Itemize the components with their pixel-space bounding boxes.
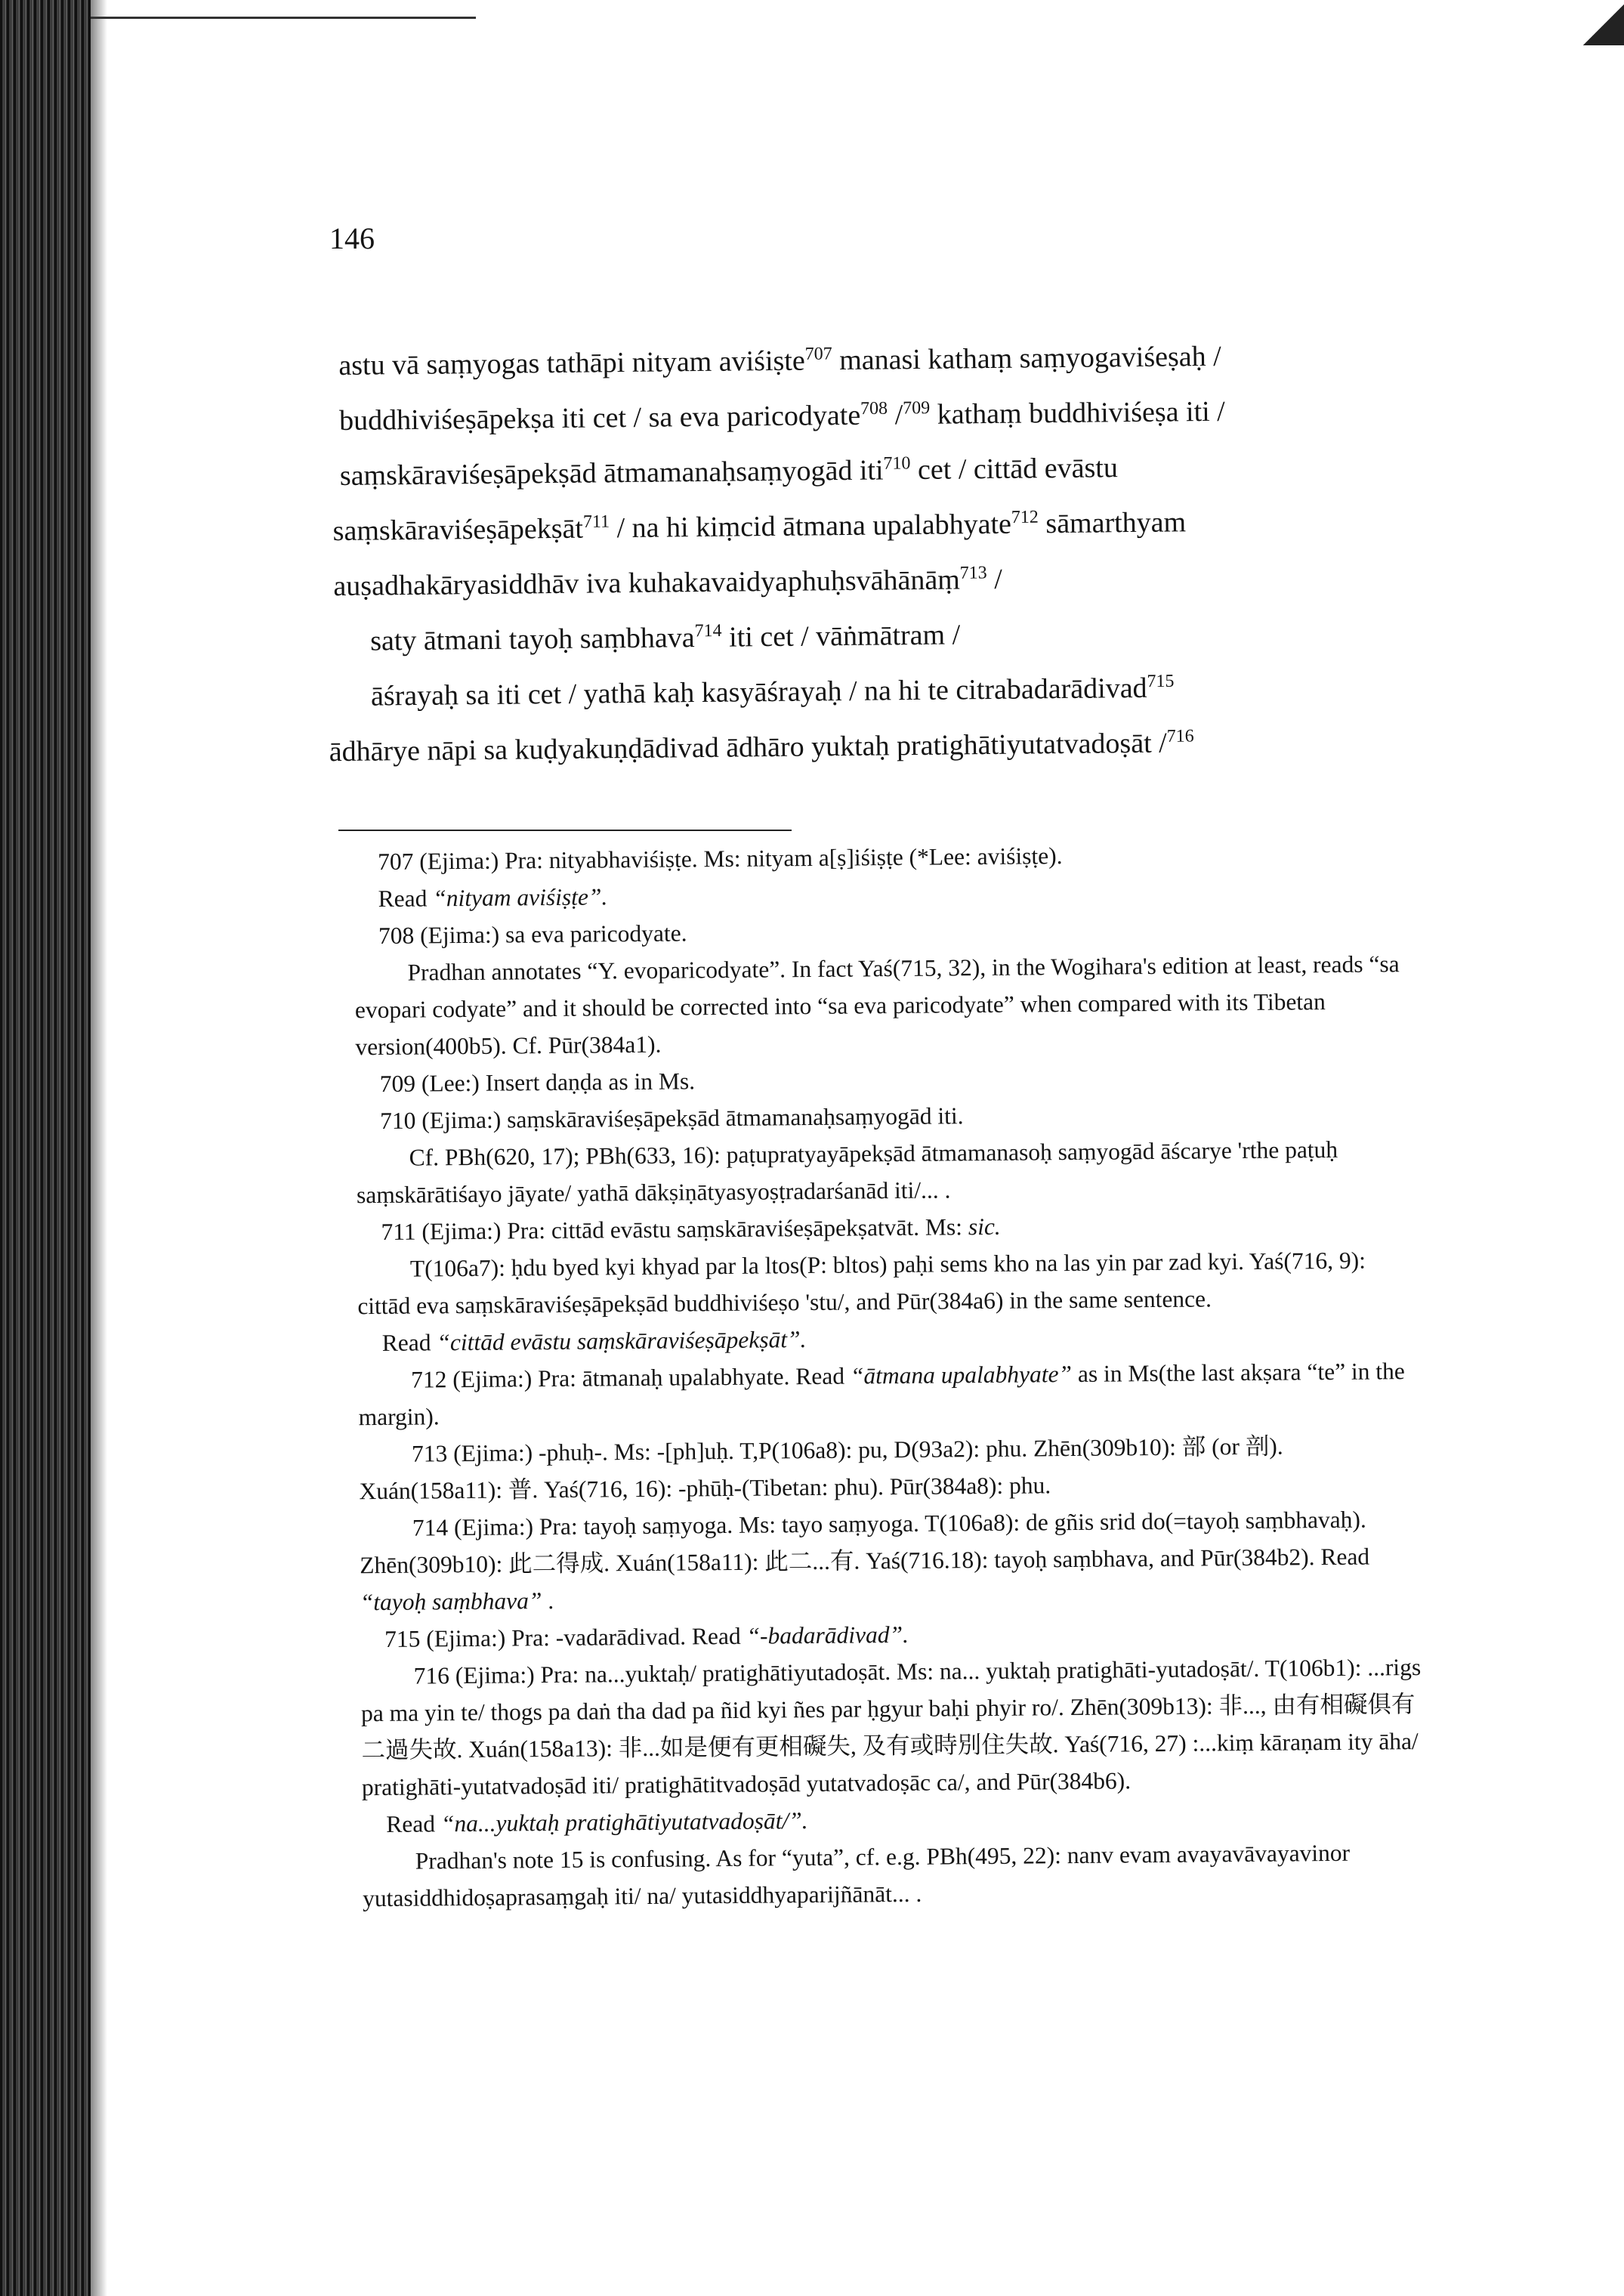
footnote: 712 (Ejima:) Pra: ātmanaḥ upalabhyate. Read “ātmana upalabhyate” as in Ms(the last akṣara “te” in the margin). [358, 1358, 1405, 1431]
gutter-fade [91, 0, 107, 2296]
top-edge-rule [91, 17, 476, 19]
footnote: 711 (Ejima:) Pra: cittād evāstu saṃskāraviśeṣāpekṣatvāt. Ms: sic. [381, 1213, 1001, 1245]
main-text-block [329, 327, 1438, 780]
footnote: 713 (Ejima:) -phuḥ-. Ms: -[ph]uḥ. T,P(106a8): pu, D(93a2): phu. Zhēn(309b10): 部 (or 剖). Xuán(158a11): 普. Yaś(716, 16): -phūḥ-(Tibetan: phu). Pūr(384a8): phu. [359, 1432, 1283, 1505]
footnote: 715 (Ejima:) Pra: -vadarādivad. Read “-badarādivad”. [384, 1621, 909, 1652]
book-spine-shadow [0, 0, 91, 2296]
page-number: 146 [329, 221, 375, 255]
footnote: 714 (Ejima:) Pra: tayoḥ saṃyoga. Ms: tayo saṃyoga. T(106a8): de gñis srid do(=tayoḥ saṃbhavaḥ). Zhēn(309b10): 此二得成. Xuán(158a11): 此二...有. Yaś(716.18): tayoḥ saṃbhava, and Pūr(384b2). Read “tayoḥ saṃbhava” . [360, 1506, 1370, 1616]
footnote: Read “nityam aviśiṣṭe”. [378, 883, 608, 912]
footnote: 716 (Ejima:) Pra: na...yuktaḥ/ pratighātiyutadoṣāt. Ms: na... yuktaḥ pratighāti-yutadoṣāt/. T(106b1): ...rigs pa ma yin te/ thogs pa daṅ tha dad pa ñid kyi ñes par ḥgyur baḥi phyir ro/. Zhēn(309b13): 非..., 由有相礙俱有二過失故. Xuán(158a13): 非...如是便有更相礙失, 及有或時別住失故. Yaś(716, 27) :...kiṃ kāraṇam ity āha/ pratighāti-yutatvadoṣād iti/ pratighātitvadoṣād yutatvadoṣāc ca/, and Pūr(384b6). [360, 1653, 1422, 1801]
footnote: 710 (Ejima:) saṃskāraviśeṣāpekṣād ātmamanaḥsaṃyogād iti. [380, 1102, 964, 1134]
footnote: Cf. PBh(620, 17); PBh(633, 16): paṭupratyayāpekṣād ātmamanasoḥ saṃyogād āścarye 'rthe paṭuḥ saṃskārātiśayo jāyate/ yathā dākṣiṇātyasyoṣṭradarśanād iti/... . [356, 1136, 1338, 1209]
main-text-line: saṃskāraviśeṣāpekṣāt$^{711}$ / na hi kiṃcid ātmana upalabhyate$^{712}$ sāmarthyam [332, 506, 1187, 548]
footnote-separator [338, 830, 792, 831]
footnotes-block [354, 834, 1429, 1917]
footnote: Read “na...yuktaḥ pratighātiyutatvadoṣāt/”. [386, 1807, 808, 1837]
footnote: T(106a7): ḥdu byed kyi khyad par la ltos(P: bltos) paḥi sems kho na las yin par zad kyi. Yaś(716, 9): cittād eva saṃskāraviśeṣāpekṣād buddhiviśeṣo 'stu/, and Pūr(384a6) in the same sentence. [357, 1247, 1366, 1320]
main-text-line: saty ātmani tayoḥ saṃbhava$^{714}$ iti cet / vāṅmātram / [369, 619, 961, 657]
main-text-line: auṣadhakāryasiddhāv iva kuhakavaidyaphuḥsvāhānāṃ$^{713}$ / [333, 563, 1003, 603]
page-corner-mark [1579, 0, 1624, 45]
main-text-line: ādhārye nāpi sa kuḍyakuṇḍādivad ādhāro yuktaḥ pratighātiyutatvadoṣāt /$^{716}$ [329, 726, 1194, 768]
main-text-line: āśrayaḥ sa iti cet / yathā kaḥ kasyāśrayaḥ / na hi te citrabadarādivad$^{715}$ [370, 671, 1175, 712]
main-text-line: astu vā saṃyogas tathāpi nityam aviśiṣte$^{707}$ manasi kathaṃ saṃyogaviśeṣaḥ / [338, 340, 1221, 382]
main-text-line: buddhiviśeṣāpekṣa iti cet / sa eva paricodyate$^{708}$ /$^{709}$ kathaṃ buddhiviśeṣa iti / [338, 395, 1225, 437]
footnote: 709 (Lee:) Insert daṇḍa as in Ms. [379, 1068, 696, 1097]
footnote: Pradhan annotates “Y. evoparicodyate”. In fact Yaś(715, 32), in the Wogihara's edition at least, reads “sa evopari codyate” and it should be corrected into “sa eva paricodyate” when compared with its Tibetan version(400b5). Cf. Pūr(384a1). [354, 950, 1400, 1061]
footnote: 707 (Ejima:) Pra: nityabhaviśiṣṭe. Ms: nityam a[ṣ]iśiṣṭe (*Lee: aviśiṣṭe). [378, 842, 1063, 875]
footnote: Pradhan's note 15 is confusing. As for “yuta”, cf. e.g. PBh(495, 22): nanv evam avayavāvayavinor yutasiddhidoṣaprasaṃgaḥ iti/ na/ yutasiddhyaparijñānāt... . [363, 1839, 1351, 1912]
footnote: Read “cittād evāstu saṃskāraviśeṣāpekṣāt”. [381, 1326, 807, 1356]
main-text-line: saṃskāraviśeṣāpekṣād ātmamanaḥsaṃyogād iti$^{710}$ cet / cittād evāstu [339, 452, 1119, 492]
footnote: 708 (Ejima:) sa eva paricodyate. [378, 919, 687, 949]
